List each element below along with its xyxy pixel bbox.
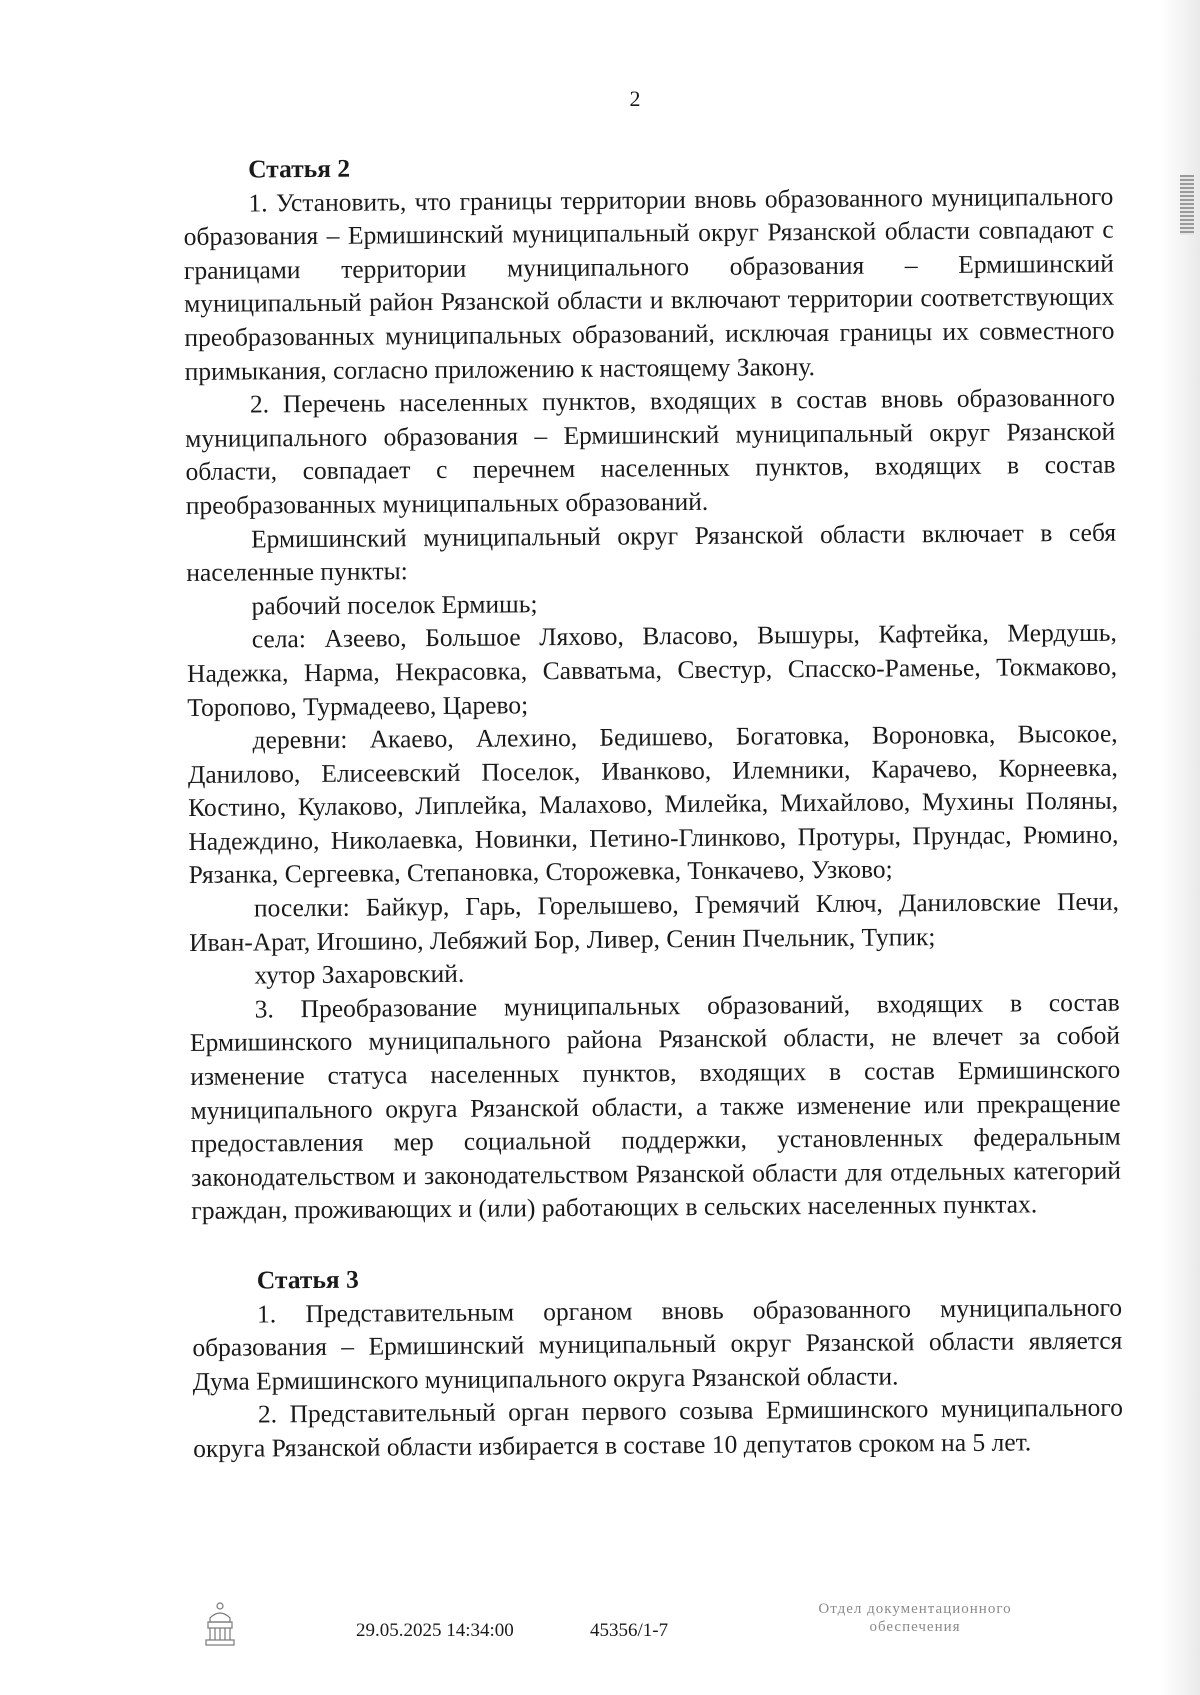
article-2-title: Статья 2: [248, 153, 351, 184]
document-body: [183, 146, 1123, 1466]
article-2-paragraph-2: 2. Перечень населенных пунктов, входящих в состав вновь образованного муниципального образования – Ермишинский муниципальный округ Рязанской области, совпадает с перечнем населенных пунктов, входящих в состав преобразованных муниципальных образований.: [185, 382, 1116, 520]
coat-of-arms-icon: [200, 1600, 240, 1648]
scanner-marker: [1180, 175, 1194, 235]
article-2-paragraph-3: Ермишинский муниципальный округ Рязанской области включает в себя населенные пункты:: [186, 517, 1117, 588]
article-3-paragraph-2: 2. Представительный орган первого созыва Ермишинского муниципального округа Рязанской области избирается в составе 10 депутатов сроком на 5 лет.: [193, 1393, 1123, 1463]
registration-number: 45356/1-7: [590, 1620, 669, 1641]
article-3-title: Статья 3: [256, 1264, 359, 1295]
page-footer: [0, 1600, 1200, 1660]
page-number: 2: [629, 86, 641, 111]
settlement-town: рабочий поселок Ермишь;: [251, 588, 538, 621]
settlement-settlements: поселки: Байкур, Гарь, Горелышево, Гремячий Ключ, Даниловские Печи, Иван-Арат, Игошино, Лебяжий Бор, Ливер, Сенин Пчельник, Тупик;: [189, 886, 1120, 957]
settlement-villages: села: Азеево, Большое Ляхово, Власово, Вышуры, Кафтейка, Мердушь, Надежка, Нарма, Некрасовка, Савватьма, Свестур, Спасско-Раменье, Токмаково, Торопово, Турмадеево, Царево;: [186, 617, 1118, 722]
scan-edge: [1160, 0, 1200, 1695]
settlement-hamlets: деревни: Акаево, Алехино, Бедишево, Богатовка, Вороновка, Высокое, Данилово, Елисеевский Поселок, Иванково, Илемники, Карачево, Корнеевка, Костино, Кулаково, Липлейка, Малахово, Милейка, Михайлово, Мухины Поляны, Надеждино, Николаевка, Новинки, Петино-Глинково, Протуры, Прундас, Рюмино, Рязанка, Сергеевка, Степановка, Сторожевка, Тонкачево, Узково;: [187, 718, 1119, 890]
settlement-farmstead: хутор Захаровский.: [254, 959, 465, 990]
stamp-line-2: обеспечения: [869, 1619, 961, 1635]
registration-datetime: 29.05.2025 14:34:00: [356, 1620, 514, 1641]
article-2-paragraph-4: 3. Преобразование муниципальных образований, входящих в состав Ермишинского муниципального района Рязанской области, не влечет за собой изменение статуса населенных пунктов, входящих в состав Ермишинского муниципального округа Рязанской области, а также изменение или прекращение предоставления мер социальной поддержки, установленных федеральным законодательством и законодательством Рязанской области для отдельных категорий граждан, проживающих и (или) работающих в сельских населенных пунктах.: [189, 987, 1122, 1226]
article-3-paragraph-1: 1. Представительным органом вновь образованного муниципального образования – Ермишинский муниципальный округ Рязанской области является Дума Ермишинского муниципального округа Рязанской области.: [192, 1292, 1123, 1396]
department-stamp: [770, 1600, 1060, 1636]
stamp-line-1: Отдел документационного: [818, 1601, 1012, 1617]
article-2-paragraph-1: 1. Установить, что границы территории вновь образованного муниципального образования – Ермишинский муниципальный округ Рязанской области совпадают с границами территории муниципального образования – Ермишинский муниципальный район Рязанской области и включают территории соответствующих преобразованных муниципальных образований, исключая границы их совместного примыкания, согласно приложению к настоящему Закону.: [183, 181, 1115, 386]
